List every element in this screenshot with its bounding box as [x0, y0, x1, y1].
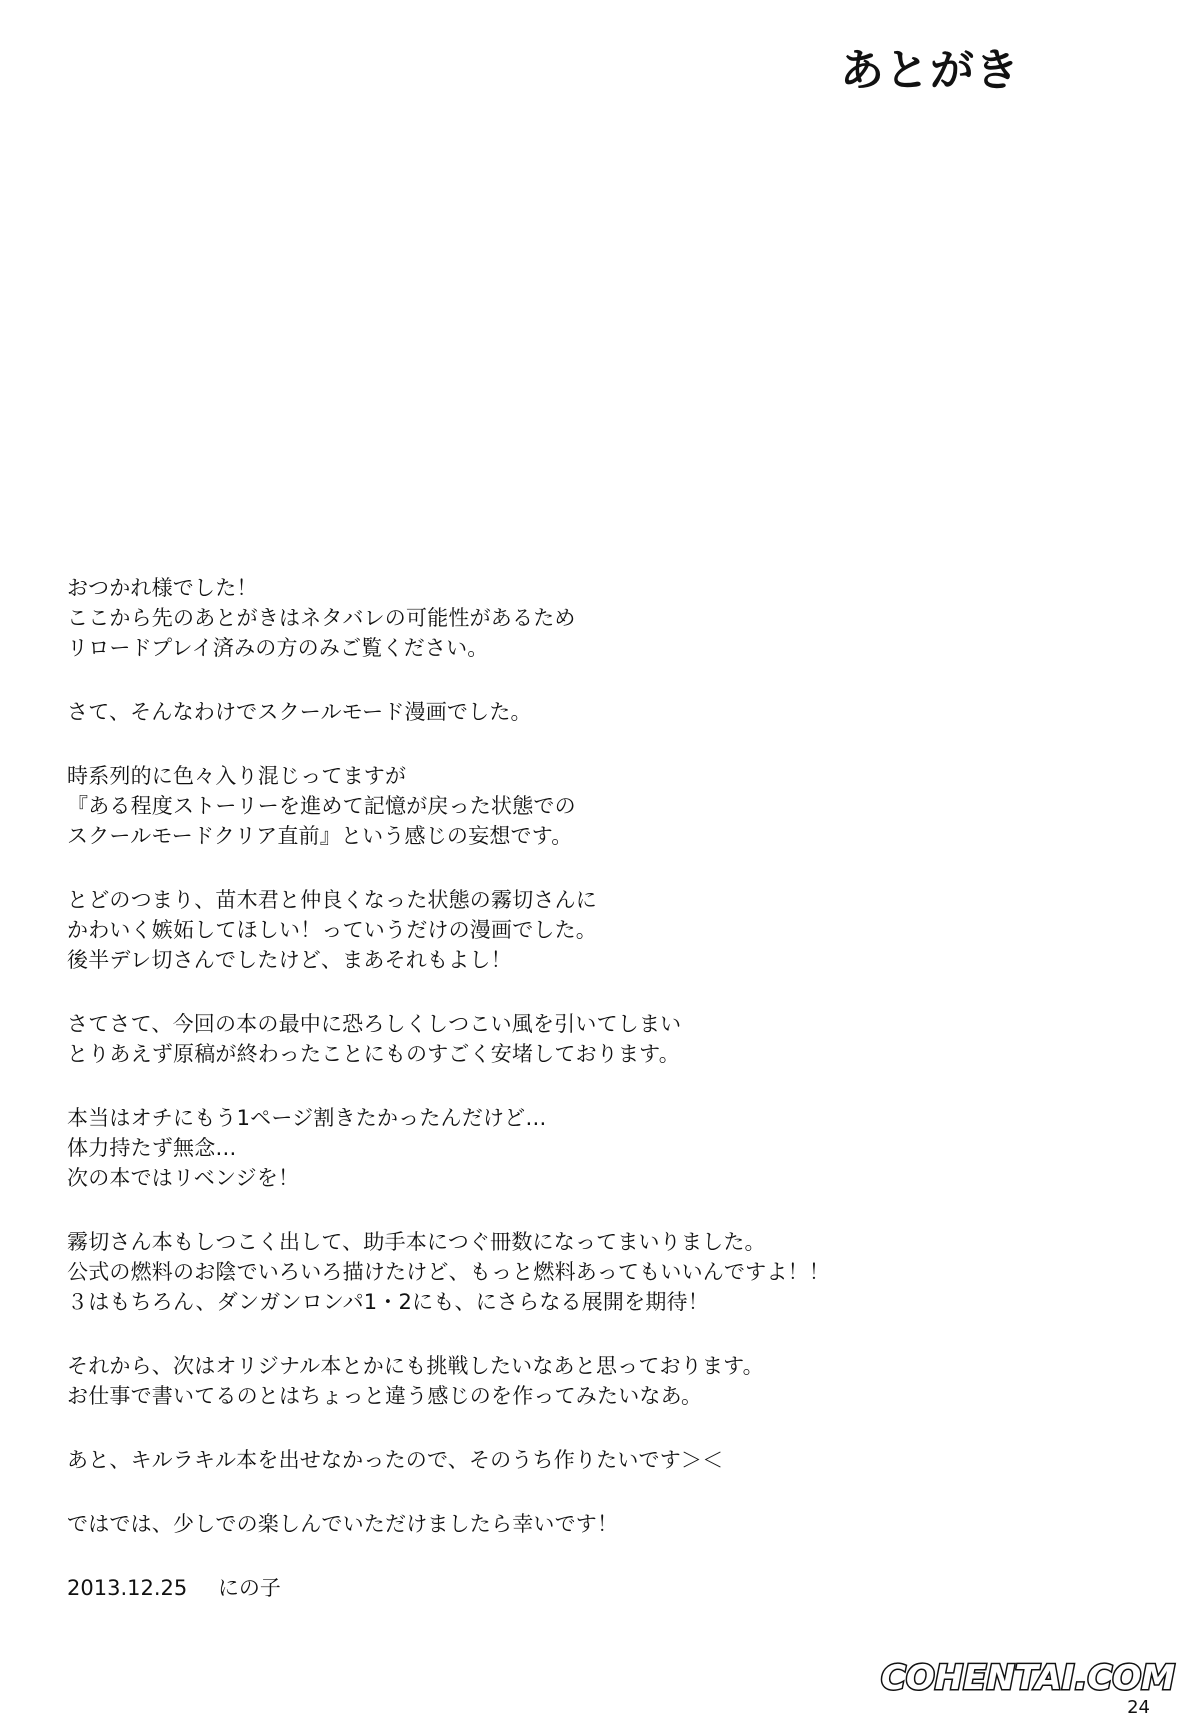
watermark-text: COHENTAI.COM [880, 1658, 1176, 1698]
text-line: お仕事で書いてるのとはちょっと違う感じのを作ってみたいなあ。 [67, 1384, 703, 1408]
page-title: あとがき [840, 45, 1020, 96]
paragraph-illness [67, 1009, 1067, 1069]
text-line: かわいく嫉妬してほしい！っていうだけの漫画でした。 [67, 918, 597, 942]
text-line: 本当はオチにもう1ページ割きたかったんだけど… [67, 1106, 547, 1130]
text-line: 次の本ではリベンジを！ [67, 1166, 300, 1190]
paragraph-killlakill [67, 1445, 1067, 1475]
text-line: ここから先のあとがきはネタバレの可能性があるため [67, 606, 576, 630]
text-line: あと、キルラキル本を出せなかったので、そのうち作りたいです＞＜ [67, 1448, 724, 1472]
text-line: 公式の燃料のお陰でいろいろ描けたけど、もっと燃料あってもいいんですよ！！ [67, 1260, 830, 1284]
text-line: 霧切さん本もしつこく出して、助手本につぐ冊数になってまいりました。 [67, 1230, 766, 1254]
paragraph-greeting [67, 573, 1067, 663]
text-line: とりあえず原稿が終わったことにものすごく安堵しております。 [67, 1042, 680, 1066]
text-line: さてさて、今回の本の最中に恐ろしくしつこい風を引いてしまい [67, 1012, 682, 1036]
paragraph-intro [67, 697, 1067, 727]
text-line: さて、そんなわけでスクールモード漫画でした。 [67, 700, 532, 724]
text-line: 『ある程度ストーリーを進めて記憶が戻った状態での [67, 794, 576, 818]
text-line: それから、次はオリジナル本とかにも挑戦したいなあと思っております。 [67, 1354, 764, 1378]
text-line: リロードプレイ済みの方のみご覧ください。 [67, 636, 489, 660]
paragraph-regret [67, 1103, 1067, 1193]
signature-author: にの子 [217, 1576, 281, 1600]
paragraph-closing [67, 1509, 1067, 1539]
signature [67, 1573, 1067, 1603]
text-line: おつかれ様でした！ [67, 576, 258, 600]
text-line: とどのつまり、苗木君と仲良くなった状態の霧切さんに [67, 888, 597, 912]
text-line: 時系列的に色々入り混じってますが [67, 764, 407, 788]
paragraph-theme [67, 885, 1067, 975]
paragraph-timeline [67, 761, 1067, 851]
afterword-body [67, 573, 1067, 1603]
text-line: 後半デレ切さんでしたけど、まあそれもよし！ [67, 948, 512, 972]
paragraph-series [67, 1227, 1067, 1317]
text-line: ３はもちろん、ダンガンロンパ1・2にも、にさらなる展開を期待！ [67, 1290, 709, 1314]
signature-date: 2013.12.25 [67, 1576, 188, 1600]
text-line: 体力持たず無念… [67, 1136, 237, 1160]
page-number: 24 [1127, 1697, 1150, 1718]
text-line: スクールモードクリア直前』という感じの妄想です。 [67, 824, 573, 848]
text-line: ではでは、少しでの楽しんでいただけましたら幸いです！ [67, 1512, 619, 1536]
paragraph-future [67, 1351, 1067, 1411]
